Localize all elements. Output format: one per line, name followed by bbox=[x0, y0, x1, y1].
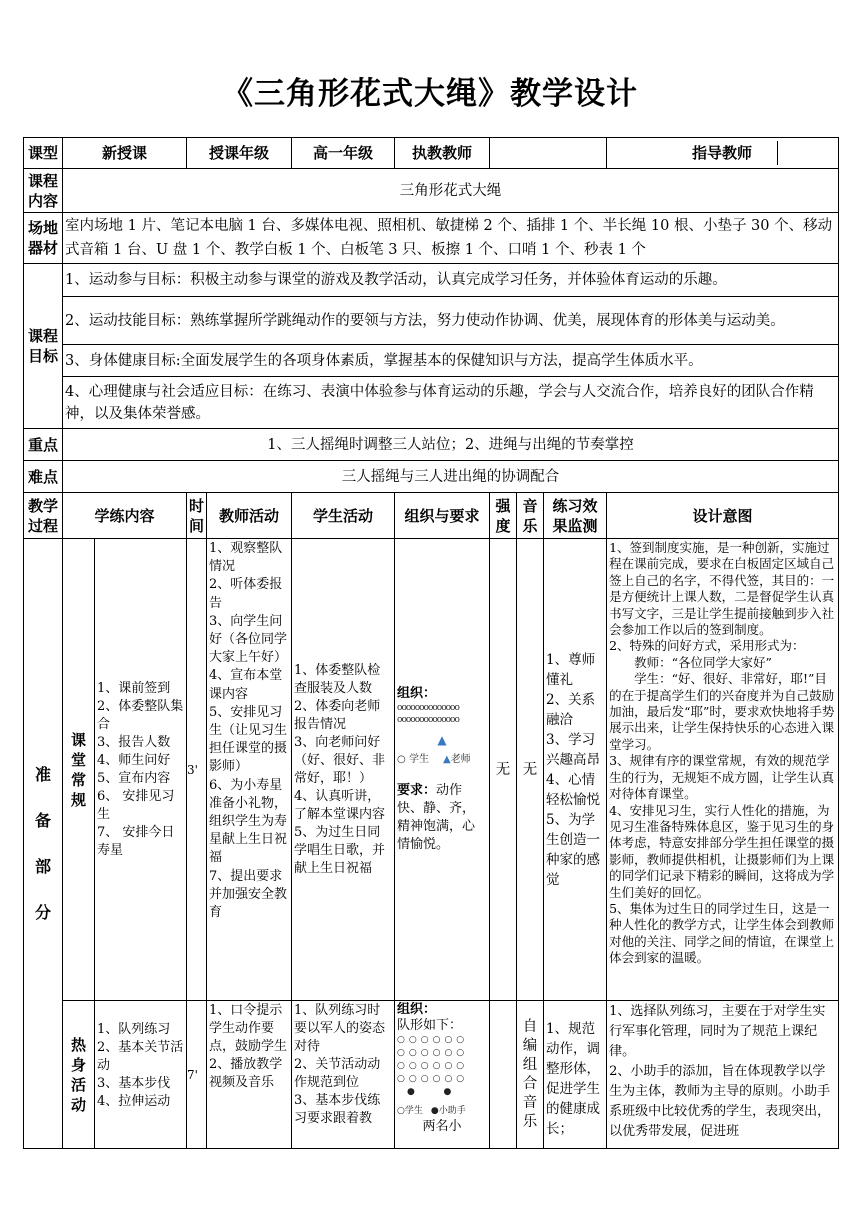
routine-teacher: 1、观察整队情况 2、听体委报告 3、向学生问好（各位同学大家上午好） 4、宣布本堂课内容 5、安排见习生（让见习生担任课堂的摄影师） 6、为小寿星准备小礼物，组织学生为寿星献上生日祝福 7、提出要求并加强安全教育 bbox=[207, 539, 292, 1001]
routine-student: 1、体委整队检查服装及人数 2、体委向老师报告情况 3、向老师问好（好、很好、非常好，耶！） 4、认真听讲，了解本堂课内容 5、为过生日同学唱生日歌，并献上生日祝福 bbox=[292, 539, 395, 1001]
org-header: 组织与要求 bbox=[395, 493, 490, 539]
routine-monitor: 1、尊师懂礼 2、关系融洽 3、学习兴趣高昂 4、心情轻松愉悦 5、为学生创造一种家的感觉 bbox=[544, 539, 607, 1001]
warmup-org: 组织： 队形如下： ○○○○○○ ○○○○○○ ○○○○○○ ○○○○○○ ● ● ○学生 ●小助手 两名小 bbox=[395, 1001, 490, 1149]
process-header: 教学过程 bbox=[24, 493, 63, 539]
content-header: 学练内容 bbox=[63, 493, 187, 539]
warmup-intensity bbox=[490, 1001, 517, 1149]
design-header: 设计意图 bbox=[607, 493, 839, 539]
warmup-student: 1、队列练习时要以军人的姿态对待 2、关节活动动作规范到位 3、基本步伐练习要求跟着教 bbox=[292, 1001, 395, 1149]
student-formation: oooooooooooooo bbox=[397, 714, 459, 725]
helper-legend-icon: ● bbox=[430, 1106, 439, 1116]
teacher-marker-icon: ▲ bbox=[437, 732, 447, 747]
mentor-cell bbox=[607, 138, 839, 169]
mentor-label: 指导教师 bbox=[667, 141, 778, 165]
student-activity-header: 学生活动 bbox=[292, 493, 395, 539]
goals-label: 课程目标 bbox=[24, 264, 63, 429]
goal-item: 3、身体健康目标:全面发展学生的各项身体素质，掌握基本的保健知识与方法，提高学生体质水平。 bbox=[63, 345, 839, 377]
page-title: 《三角形花式大绳》教学设计 bbox=[222, 76, 638, 112]
routine-design: 1、签到制度实施，是一种创新，实施过程在课前完成，要求在白板固定区域自己签上自己的名字，不得代签，其目的：一是方便统计上课人数，二是督促学生认真书写文字，三是让学生提前接触到步入社会参加工作以后的签到制度。 2、特殊的问好方式，采用形式为： 教师：“各位同学大家好” 学生：“好、很好、非常好，耶!”目的在于提高学生们的兴奋度并为自己鼓励加油，最后发“耶”时，要求欢快地将手势展示出来，让学生保持快乐的心态进入课堂学习。 3、规律有序的课堂常规，有效的规范学生的行为，无规矩不成方圆，让学生认真对待体育课堂。 4、安排见习生，实行人性化的措施，为见习生准备特殊体息区，鉴于见习生的身体考虑，特意安排部分学生担任课堂的摄影师，教师提供相机，让摄影师们为上课的同学们记录下精彩的瞬间，这将成为学生们美好的回忆。 5、集体为过生日的同学过生日，这是一种人性化的教学方式，让学生体会到教师对他的关注、同学之间的情谊，在课堂上体会到家的温暖。 bbox=[607, 539, 839, 1001]
warmup-label: 热身活动 bbox=[63, 1001, 95, 1149]
intensity-header: 强度 bbox=[490, 493, 517, 539]
monitor-header: 练习效果监测 bbox=[544, 493, 607, 539]
lesson-plan-table bbox=[23, 137, 839, 1149]
content-value: 三角形花式大绳 bbox=[63, 169, 839, 213]
warmup-design: 1、选择队列练习，主要在于对学生实行军事化管理，同时为了规范上课纪律。 2、小助手的添加，旨在体现教学以学生为主体，教师为主导的原则。小助手系班级中比较优秀的学生，表现突出，以优秀带发展，促进班 bbox=[607, 1001, 839, 1149]
type-label: 课型 bbox=[24, 138, 63, 169]
goal-item: 1、运动参与目标：积极主动参与课堂的游戏及教学活动，认真完成学习任务，并体验体育运动的乐趣。 bbox=[63, 264, 839, 297]
warmup-formation: ○○○○○○ ○○○○○○ ○○○○○○ ○○○○○○ ● ● bbox=[397, 1035, 469, 1097]
warmup-legend: ○学生 ●小助手 bbox=[397, 1106, 466, 1116]
student-legend-icon: ○ bbox=[397, 1106, 405, 1116]
routine-org: 组织： oooooooooooooo oooooooooooooo ▲ ○ 学生 ▲老师 要求：动作快、静、齐，精神饱满，心情愉悦。 bbox=[395, 539, 490, 1001]
goal-item: 2、运动技能目标：熟练掌握所学跳绳动作的要领与方法，努力使动作协调、优美，展现体育的形体美与运动美。 bbox=[63, 297, 839, 345]
warmup-monitor: 1、规范动作，调整形体，促进学生的健康成长； bbox=[544, 1001, 607, 1149]
teacher-activity-header: 教师活动 bbox=[207, 493, 292, 539]
grade-label: 授课年级 bbox=[187, 138, 292, 169]
routine-time: 3' bbox=[187, 539, 207, 1001]
difficulty-label: 难点 bbox=[24, 461, 63, 493]
time-header: 时间 bbox=[187, 493, 207, 539]
teacher-label: 执教教师 bbox=[395, 138, 490, 169]
goal-item: 4、心理健康与社会适应目标：在练习、表演中体验参与体育运动的乐趣，学会与人交流合作，培养良好的团队合作精神，以及集体荣誉感。 bbox=[63, 377, 839, 429]
routine-label: 课堂常规 bbox=[63, 539, 95, 1001]
warmup-time: 7' bbox=[187, 1001, 207, 1149]
warmup-content: 1、队列练习 2、基本关节活动 3、基本步伐 4、拉伸运动 bbox=[95, 1001, 187, 1149]
key-label: 重点 bbox=[24, 429, 63, 461]
teacher-legend-icon: ▲ bbox=[442, 753, 451, 765]
routine-content: 1、课前签到 2、体委整队集合 3、报告人数 4、师生问好 5、宣布内容 6、 安排见习生 7、 安排今日寿星 bbox=[95, 539, 187, 1001]
prep-label: 准备部分 bbox=[24, 539, 63, 1149]
key-value: 1、三人摇绳时调整三人站位；2、进绳与出绳的节奏掌控 bbox=[63, 429, 839, 461]
type-value: 新授课 bbox=[63, 138, 187, 169]
student-formation: oooooooooooooo bbox=[397, 702, 459, 713]
routine-intensity: 无 bbox=[490, 539, 517, 1001]
equipment-value: 室内场地 1 片、笔记本电脑 1 台、多媒体电视、照相机、敏捷梯 2 个、插排 1 个、半长绳 10 根、小垫子 30 个、移动式音箱 1 台、U 盘 1 个、教学白板 1 个、白板笔 3 只、板擦 1 个、口哨 1 个、秒表 1 个 bbox=[63, 213, 839, 264]
warmup-music: 自编组合音乐 bbox=[517, 1001, 544, 1149]
student-legend-icon: ○ bbox=[397, 753, 406, 765]
grade-value: 高一年级 bbox=[292, 138, 395, 169]
equipment-label: 场地器材 bbox=[24, 213, 63, 264]
music-header: 音乐 bbox=[517, 493, 544, 539]
routine-music: 无 bbox=[517, 539, 544, 1001]
org-legend: ○ 学生 ▲老师 bbox=[397, 753, 471, 765]
content-label: 课程内容 bbox=[24, 169, 63, 213]
difficulty-value: 三人摇绳与三人进出绳的协调配合 bbox=[63, 461, 839, 493]
teacher-value bbox=[490, 138, 607, 169]
warmup-teacher: 1、口令提示学生动作要点，鼓励学生 2、播放教学视频及音乐 bbox=[207, 1001, 292, 1149]
